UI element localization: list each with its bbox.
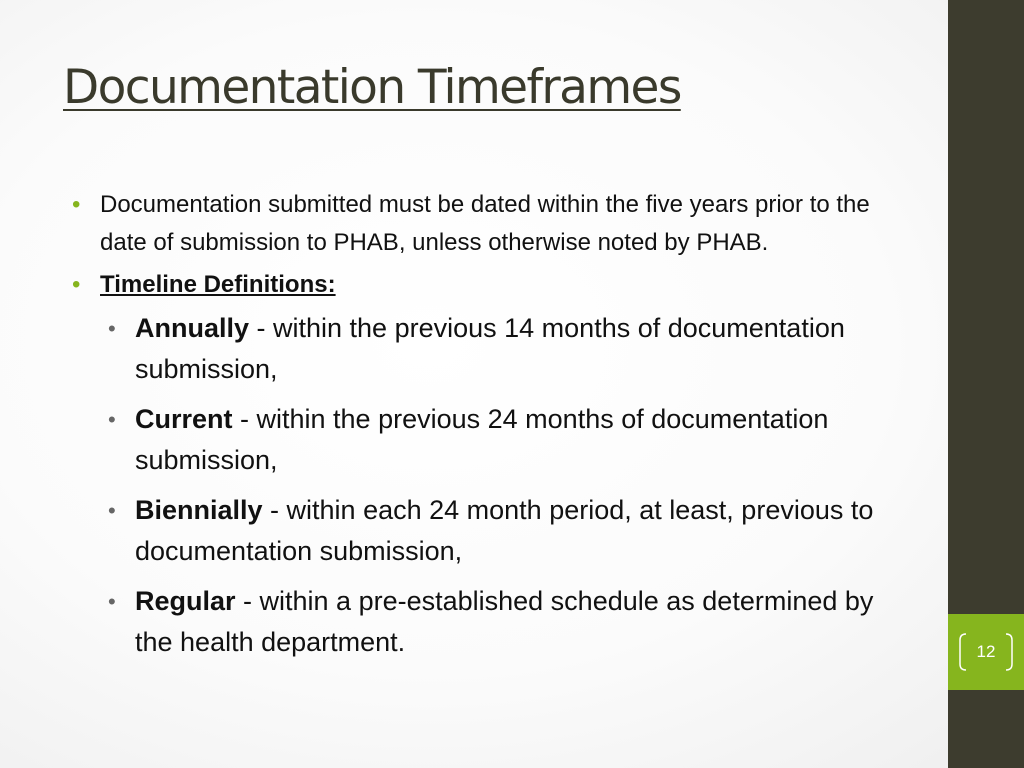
- definition-term: Current: [135, 404, 233, 434]
- bullet-dot-icon: •: [72, 271, 81, 298]
- definition-term: Regular: [135, 586, 236, 616]
- sub-bullet-dot-icon: •: [108, 316, 116, 341]
- definition-item-current: [72, 399, 902, 481]
- slide-body: [72, 186, 902, 672]
- sub-bullet-dot-icon: •: [108, 407, 116, 432]
- page-number-badge: [948, 614, 1024, 690]
- definition-item-biennially: [72, 490, 902, 572]
- definition-term: Biennially: [135, 495, 263, 525]
- definition-term: Annually: [135, 313, 250, 343]
- bullet-text: Documentation submitted must be dated within the five years prior to the date of submission to PHAB, unless otherwise noted by PHAB.: [100, 191, 870, 256]
- bullet-dot-icon: •: [72, 191, 81, 218]
- sub-bullet-dot-icon: •: [108, 589, 116, 614]
- definition-item-regular: [72, 581, 902, 663]
- bullet-item: [72, 266, 902, 304]
- definition-description: - within the previous 24 months of documentation submission,: [135, 404, 829, 475]
- definition-description: - within a pre-established schedule as determined by the health department.: [135, 586, 874, 657]
- page-number-frame: [958, 632, 1014, 672]
- page-number: 12: [976, 642, 996, 661]
- sub-bullet-dot-icon: •: [108, 498, 116, 523]
- definition-item-annually: [72, 308, 902, 390]
- slide-title: Documentation Timeframes: [63, 60, 681, 115]
- definition-description: - within each 24 month period, at least, previous to documentation submission,: [135, 495, 874, 566]
- timeline-definitions-heading: Timeline Definitions:: [100, 271, 336, 298]
- definition-description: - within the previous 14 months of documentation submission,: [135, 313, 845, 384]
- bullet-item: [72, 186, 902, 262]
